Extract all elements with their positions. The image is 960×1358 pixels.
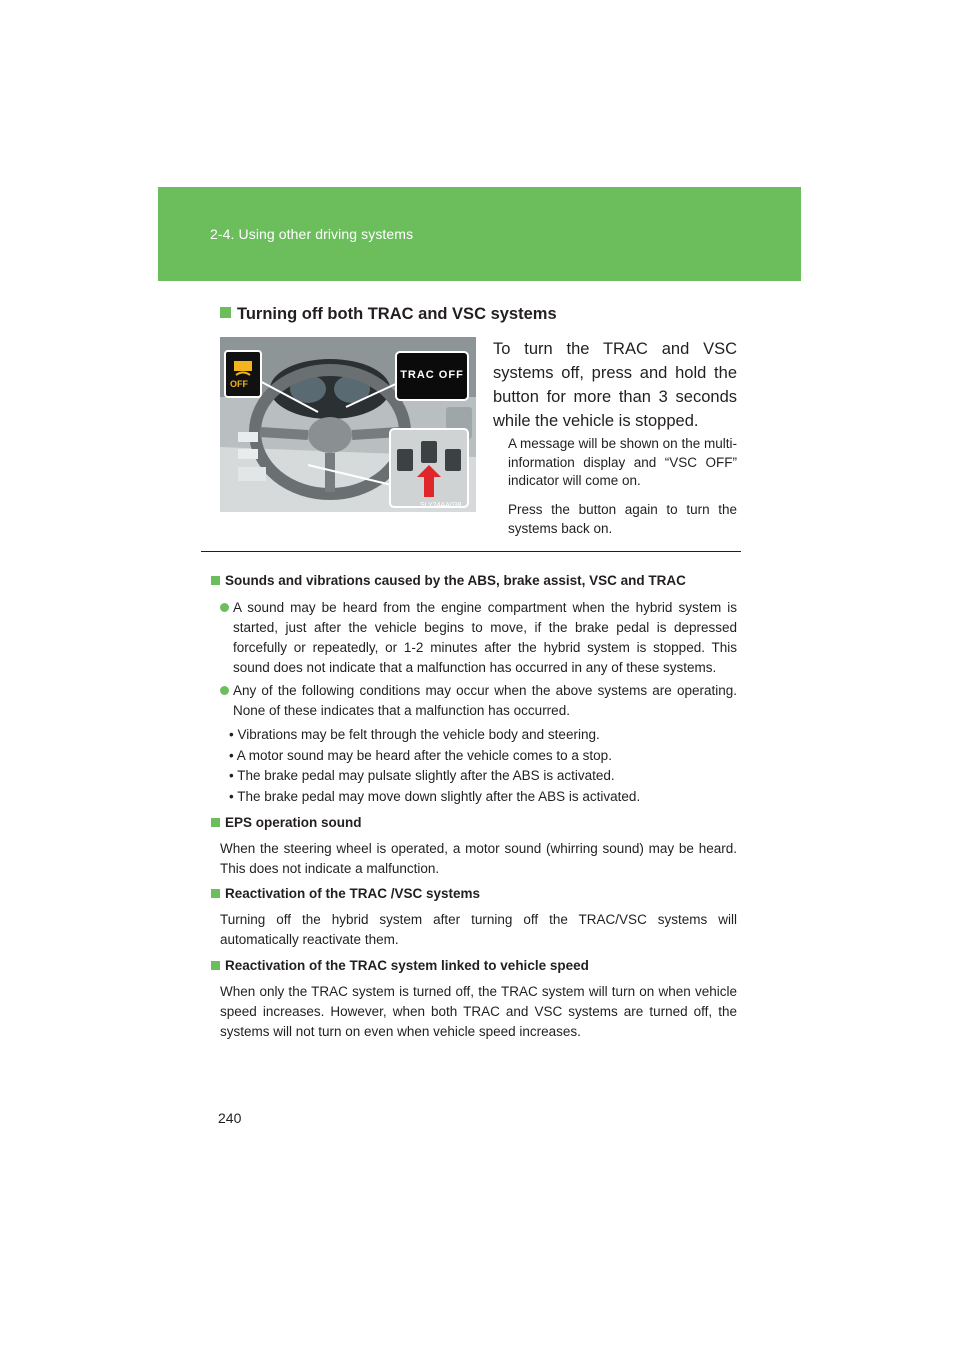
note-heading-eps: EPS operation sound bbox=[211, 813, 737, 833]
note-body: When only the TRAC system is turned off, the TRAC system will turn on when vehicle speed increases. However, when both TRAC and VSC systems are turned off, the systems will not turn on even when vehicle speed increases. bbox=[220, 984, 737, 1039]
dashboard-image bbox=[220, 337, 476, 512]
trac-off-display-label: TRAC OFF bbox=[400, 369, 464, 381]
page-number: 240 bbox=[218, 1110, 242, 1126]
list-item: • The brake pedal may move down slightly after the ABS is activated. bbox=[229, 789, 641, 804]
instruction-note-message: A message will be shown on the multi-information display and “VSC OFF” indicator will come on. bbox=[508, 436, 737, 488]
square-bullet-icon bbox=[211, 818, 220, 827]
note-heading-reactivation: Reactivation of the TRAC /VSC systems bbox=[211, 884, 737, 904]
note-body: When the steering wheel is operated, a motor sound (whirring sound) may be heard. This does not indicate a malfunction. bbox=[220, 841, 737, 876]
list-item: • A motor sound may be heard after the vehicle comes to a stop. bbox=[229, 748, 612, 763]
instruction-note-restore: Press the button again to turn the systems back on. bbox=[508, 502, 737, 536]
dashboard-illustration bbox=[220, 337, 476, 512]
note-bullet: A sound may be heard from the engine compartment when the hybrid system is started, just after the vehicle begins to move, if the brake pedal is depressed forcefully or repeatedly, or 1-2 minutes after the hybrid system is stopped. This sound does not indicate that a malfunction has occurred in any of these systems. bbox=[220, 598, 737, 678]
note-bullet: Any of the following conditions may occur when the above systems are operating. None of these indicates that a malfunction has occurred. bbox=[220, 681, 737, 721]
figure-code: SLY24AA038 bbox=[420, 502, 462, 509]
vsc-off-indicator-label: OFF bbox=[230, 379, 248, 389]
note-body: Turning off the hybrid system after turning off the TRAC/VSC systems will automatically reactivate them. bbox=[220, 912, 737, 947]
note-heading-speed: Reactivation of the TRAC system linked to vehicle speed bbox=[211, 956, 737, 976]
section-title: Turning off both TRAC and VSC systems bbox=[220, 305, 557, 324]
list-item: • Vibrations may be felt through the vehicle body and steering. bbox=[229, 727, 600, 742]
list-item: • The brake pedal may pulsate slightly after the ABS is activated. bbox=[229, 768, 615, 783]
instruction-text: To turn the TRAC and VSC systems off, press and hold the button for more than 3 seconds while the vehicle is stopped. bbox=[493, 340, 737, 430]
note-heading-sounds: Sounds and vibrations caused by the ABS, brake assist, VSC and TRAC bbox=[211, 571, 737, 591]
square-bullet-icon bbox=[220, 307, 231, 318]
divider bbox=[201, 551, 741, 552]
section-label: 2-4. Using other driving systems bbox=[210, 226, 414, 242]
square-bullet-icon bbox=[211, 961, 220, 970]
square-bullet-icon bbox=[211, 889, 220, 898]
circle-bullet-icon bbox=[220, 686, 229, 695]
circle-bullet-icon bbox=[220, 603, 229, 612]
square-bullet-icon bbox=[211, 576, 220, 585]
